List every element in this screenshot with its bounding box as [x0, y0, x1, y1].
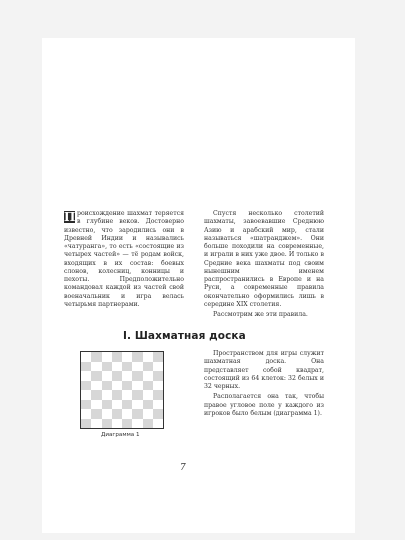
board-square — [143, 362, 153, 372]
board-square — [112, 371, 122, 381]
board-square — [132, 390, 142, 400]
board-square — [122, 419, 132, 429]
board-square — [91, 409, 101, 419]
board-square — [102, 390, 112, 400]
board-square — [132, 352, 142, 362]
board-description-column — [204, 350, 324, 420]
intro-paragraph — [64, 210, 184, 309]
board-square — [91, 390, 101, 400]
board-square — [102, 400, 112, 410]
history-paragraph: Спустя несколько столетий шахматы, завоевавшие Среднюю Азию и арабский мир, стали называться «шатранджем». Они больше походили на современные, и играли в них уже двое. И только в Средние века шахматы под своим нынешним именем распространились в Европе и на Руси, а современные правила окончательно оформились лишь в середине XIX столетия. — [204, 210, 324, 308]
board-square — [112, 381, 122, 391]
board-square — [102, 352, 112, 362]
board-square — [122, 400, 132, 410]
board-square — [81, 362, 91, 372]
drop-cap: П — [64, 210, 76, 224]
board-square — [143, 419, 153, 429]
board-square — [102, 371, 112, 381]
board-square — [153, 381, 163, 391]
board-square — [112, 352, 122, 362]
board-square — [112, 390, 122, 400]
board-square — [91, 371, 101, 381]
board-square — [153, 371, 163, 381]
board-square — [153, 390, 163, 400]
board-square — [91, 362, 101, 372]
board-square — [132, 371, 142, 381]
board-square — [102, 381, 112, 391]
diagram-caption: Диаграмма 1 — [101, 432, 140, 438]
board-square — [143, 381, 153, 391]
board-square — [153, 352, 163, 362]
board-square — [122, 409, 132, 419]
intro-column-left — [64, 210, 184, 309]
board-square — [102, 409, 112, 419]
board-square — [81, 400, 91, 410]
board-square — [122, 362, 132, 372]
board-square — [112, 362, 122, 372]
board-square — [81, 390, 91, 400]
board-square — [143, 352, 153, 362]
section-title: I. Шахматная доска — [123, 330, 246, 342]
board-description-paragraph: Пространством для игры служит шахматная доска. Она представляет собой квадрат, состоящий из 64 клеток: 32 белых и 32 черных. — [204, 350, 324, 390]
board-square — [153, 400, 163, 410]
board-square — [143, 409, 153, 419]
board-square — [143, 400, 153, 410]
rules-intro-paragraph: Рассмотрим же эти правила. — [213, 311, 308, 318]
board-square — [81, 371, 91, 381]
board-square — [153, 362, 163, 372]
board-square — [122, 352, 132, 362]
board-square — [91, 352, 101, 362]
board-square — [132, 362, 142, 372]
board-square — [102, 419, 112, 429]
board-square — [122, 381, 132, 391]
board-square — [143, 371, 153, 381]
intro-paragraph-text: роисхождение шахмат теряется в глубине веков. Достоверно известно, что зародились они в Древней Индии и назывались «чатуранга», то есть «состоящие из четырех частей» — тё родам войск, входящих в их состав: боевых слонов, колесниц, конницы и пехоты. Предположительно командовал каждой из частей свой военачальник и игра велась четырьмя партнерами. — [64, 210, 184, 308]
board-square — [112, 419, 122, 429]
board-square — [91, 381, 101, 391]
board-square — [81, 352, 91, 362]
board-square — [112, 409, 122, 419]
board-orientation-paragraph: Располагается она так, чтобы правое угловое поле у каждого из игроков было белым (диаграмма 1). — [204, 393, 324, 417]
board-square — [153, 419, 163, 429]
board-square — [132, 419, 142, 429]
board-square — [112, 400, 122, 410]
board-square — [91, 419, 101, 429]
board-square — [132, 409, 142, 419]
board-square — [81, 409, 91, 419]
board-square — [153, 409, 163, 419]
board-square — [91, 400, 101, 410]
board-square — [143, 390, 153, 400]
board-square — [102, 362, 112, 372]
chessboard-diagram — [80, 351, 164, 429]
intro-column-right — [204, 210, 324, 319]
board-square — [132, 400, 142, 410]
board-square — [81, 381, 91, 391]
board-square — [81, 419, 91, 429]
board-square — [132, 381, 142, 391]
page-number: 7 — [180, 463, 186, 473]
board-square — [122, 390, 132, 400]
board-square — [122, 371, 132, 381]
